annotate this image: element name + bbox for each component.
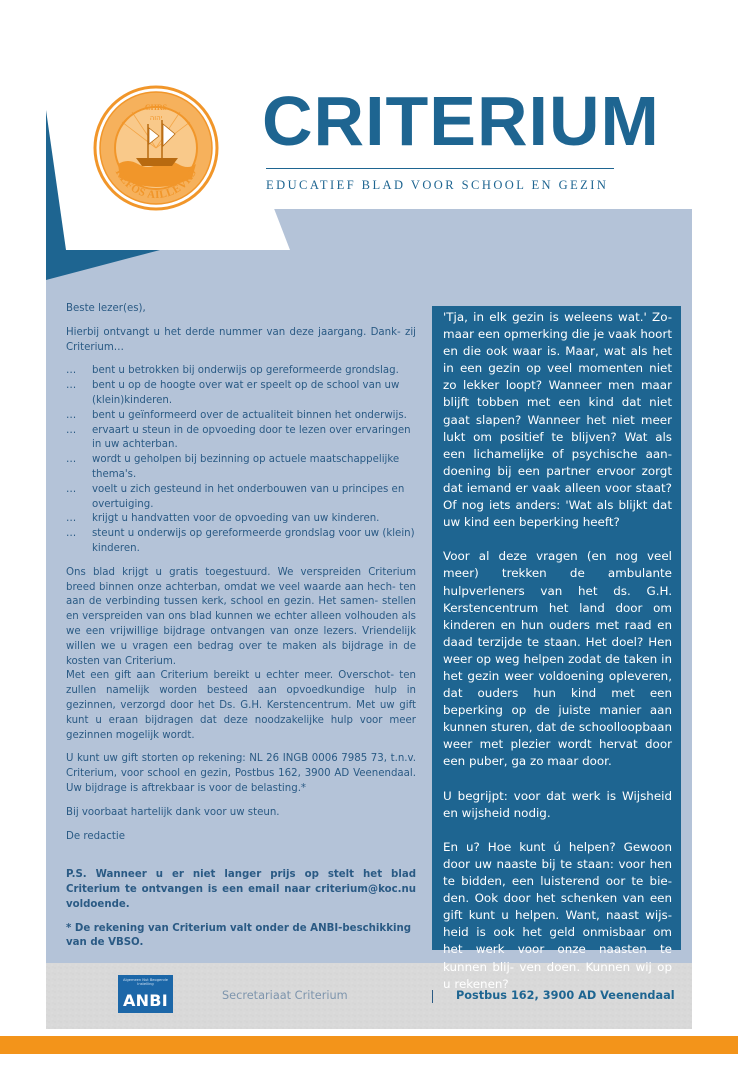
callout-paragraph: En u? Hoe kunt ú helpen? Gewoon door uw naaste bij te staan: voor hen te bidden, een luisterend oor te bie- den. Ook door het schenken van een gift kunt u helpen. Want, naast wijs- heid is ook het geld onmisbaar om het werk voor onze naasten te kunnen blij- ven doen. Kunnen wij op u rekenen? — [443, 839, 672, 991]
footer-organization: Secretariaat Criterium — [222, 989, 348, 1002]
footer-divider — [432, 990, 433, 1003]
seal-logo — [92, 84, 220, 212]
list-item: … steunt u onderwijs op gereformeerde grondslag voor uw (klein) kinderen. — [66, 528, 415, 554]
benefit-list — [66, 364, 416, 556]
bottom-orange-bar — [0, 1036, 738, 1054]
callout-paragraph: U begrijpt: voor dat werk is Wijsheid en wijsheid nodig. — [443, 788, 672, 820]
footnote: * De rekening van Criterium valt onder de ANBI-beschikking van de VBSO. — [66, 922, 412, 949]
footer-address: Postbus 162, 3900 AD Veenendaal — [456, 989, 675, 1002]
paragraph-distribution: Ons blad krijgt u gratis toegestuurd. We verspreiden Criterium breed binnen onze achterban, omdat we veel waarde aan hech- ten aan de verbinding tussen kerk, school en gezin. Het samen- stellen en verspreiden van ons blad kunnen we echter alleen volhouden als we een vrijwillige bijdrage ontvangen van onze lezers. Vriendelijk willen we u vragen een bedrag over te maken als bijdrage in de kosten van Criterium. — [66, 566, 416, 667]
postscript: P.S. Wanneer u er niet langer prijs op stelt het blad Criterium te ontvangen is een email naar criterium@koc.nu voldoende. — [66, 869, 416, 910]
list-item: … krijgt u handvatten voor de opvoeding van uw kinderen. — [66, 513, 380, 525]
list-item: … bent u geïnformeerd over de actualiteit binnen het onderwijs. — [66, 409, 407, 421]
callout-paragraph: 'Tja, in elk gezin is weleens wat.' Zo- maar een opmerking die je vaak hoort en die ook waar is. Maar, wat als het in een gezin op veel momenten niet zo lekker loopt? Wanneer men maar blijft tobben met een kind dat niet gaat slapen? Wanneer het niet meer lukt om positief te blijven? Wat als een lichamelijke of psychische aan- doening bij een partner ervoor zorgt dat iemand er vaak alleen voor staat? Of nog iets anders: 'Wat als blijkt dat uw kind een beperking heeft? — [443, 310, 672, 530]
greeting: Beste lezer(es), — [66, 303, 146, 314]
letter-intro: Hierbij ontvangt u het derde nummer van deze jaargang. Dank- zij Criterium… — [66, 326, 416, 353]
callout-paragraph: Voor al deze vragen (en nog veel meer) trekken de ambulante hulpverleners van het ds. G.H. Kerstencentrum het land door om kinderen en hun ouders met raad en daad terzijde te staan. Het doel? Hen weer op weg helpen zodat de taken in het gezin weer voldoening opleveren, dat ouders hun kind met een beperking op de juiste manier aan kunnen sturen, dat de schoolloopbaan weer met plezier wordt hervat door een puber, ga zo maar door. — [443, 549, 672, 769]
callout-text — [443, 309, 672, 993]
anbi-logo — [118, 975, 173, 1013]
list-item: … voelt u zich gesteund in het onderbouwen van u principes en overtuiging. — [66, 483, 405, 510]
thanks-line: Bij voorbaat hartelijk dank voor uw steun. — [66, 806, 280, 818]
anbi-small-text: Algemeen Nut Beogende Instelling — [123, 978, 168, 987]
letter-column — [66, 302, 416, 960]
list-item: … bent u betrokken bij onderwijs op gereformeerde grondslag. — [66, 365, 399, 377]
paragraph-gift: Met een gift aan Criterium bereikt u echter meer. Overschot- ten zullen namelijk worden besteed aan opvoedkundige hulp in gezinnen, verzorgd door het Ds. G.H. Kerstencentrum. Met uw gift kunt u eraan bijdragen dat deze noodzakelijke hulp voor meer gezinnen mogelijk wordt. — [66, 670, 416, 741]
seal-hebrew-text: יהוה — [149, 114, 163, 122]
seal-top-text: CHRS — [144, 103, 168, 112]
seal-bottom-text: REFOS AILLEVRS — [112, 167, 200, 202]
title-divider — [266, 168, 614, 169]
signature: De redactie — [66, 830, 125, 842]
anbi-label: ANBI — [122, 991, 169, 1010]
paragraph-account: U kunt uw gift storten op rekening: NL 26 INGB 0006 7985 73, t.n.v. Criterium, voor school en gezin, Postbus 162, 3900 AD Veenendaal. Uw bijdrage is aftrekbaar is voor de belasting.* — [66, 753, 416, 794]
list-item: … ervaart u steun in de opvoeding door te lezen over ervaringen in uw achterban. — [66, 424, 411, 451]
masthead-subtitle: EDUCATIEF BLAD VOOR SCHOOL EN GEZIN — [266, 178, 609, 192]
list-item: … wordt u geholpen bij bezinning op actuele maatschappelijke thema's. — [66, 454, 400, 480]
list-item: … bent u op de hoogte over wat er speelt op de school van uw (klein)kinderen. — [66, 380, 400, 406]
masthead-title: CRITERIUM — [262, 82, 660, 160]
